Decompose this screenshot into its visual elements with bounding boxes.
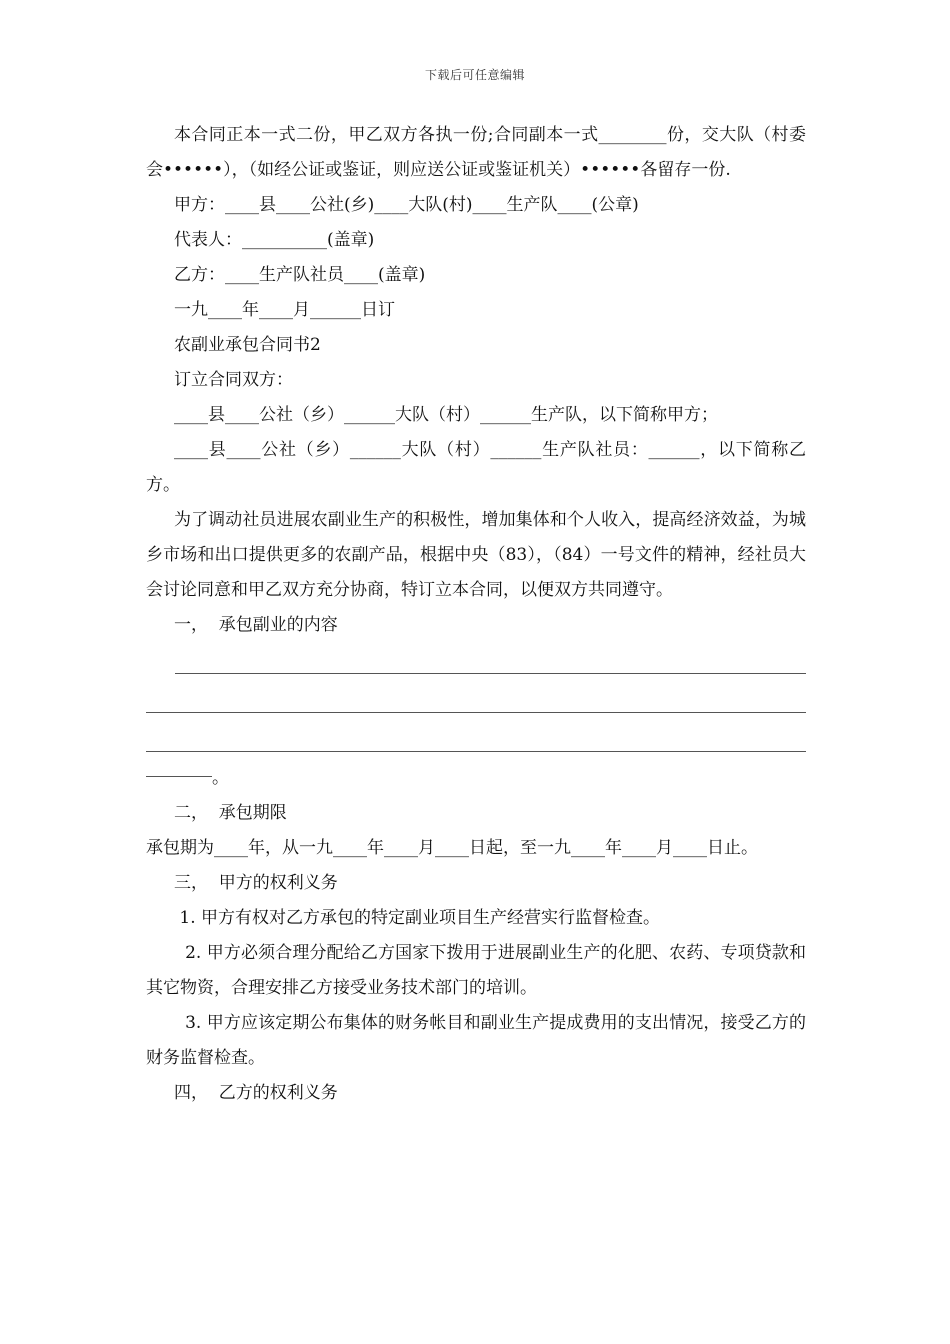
term-paragraph: 承包期为____年，从一九____年____月____日起，至一九____年____月____日止。 <box>146 838 758 858</box>
blank-fill-line-3 <box>146 751 806 752</box>
party-b-definition: ____县____公社（乡）______大队（村）______生产队社员：______，以下简称乙方。 <box>146 440 806 495</box>
contract-title-2: 农副业承包合同书2 <box>174 335 321 355</box>
blank-fill-tail <box>146 776 212 777</box>
blank-fill-line-4 <box>146 761 806 796</box>
party-a-duty-1: 1. 甲方有权对乙方承包的特定副业项目生产经营实行监督检查。 <box>174 908 661 928</box>
date-line: 一九____年____月______日订 <box>174 300 395 320</box>
copies-paragraph: 本合同正本一式二份，甲乙双方各执一份;合同副本一式________份，交大队（村委会••••••），（如经公证或鉴证，则应送公证或鉴证机关）••••••各留存一份. <box>146 125 806 180</box>
blank-fill-line-1 <box>175 673 806 674</box>
blank-fill-period: 。 <box>212 768 229 788</box>
section-1-heading: 一， 承包副业的内容 <box>174 615 338 635</box>
party-a-definition: ____县____公社（乡）______大队（村）______生产队，以下简称甲方； <box>174 405 718 425</box>
party-b-line: 乙方：____生产队社员____(盖章) <box>174 265 426 285</box>
representative-line: 代表人：__________(盖章) <box>174 230 375 250</box>
section-4-heading: 四， 乙方的权利义务 <box>174 1083 338 1103</box>
section-2-heading: 二， 承包期限 <box>174 803 287 823</box>
parties-heading: 订立合同双方： <box>174 370 293 390</box>
party-a-line: 甲方：____县____公社(乡)____大队(村)____生产队____(公章) <box>174 195 639 215</box>
party-a-duty-3: 3. 甲方应该定期公布集体的财务帐目和副业生产提成费用的支出情况，接受乙方的财务监督检查。 <box>146 1013 807 1068</box>
contract-body <box>146 118 806 1111</box>
party-a-duty-2: 2. 甲方必须合理分配给乙方国家下拨用于进展副业生产的化肥、农药、专项贷款和其它物资，合理安排乙方接受业务技术部门的培训。 <box>146 943 807 998</box>
section-3-heading: 三， 甲方的权利义务 <box>174 873 338 893</box>
purpose-paragraph: 为了调动社员进展农副业生产的积极性，增加集体和个人收入，提高经济效益，为城乡市场和出口提供更多的农副产品，根据中央（83），（84）一号文件的精神，经社员大会讨论同意和甲乙双方充分协商，特订立本合同，以便双方共同遵守。 <box>146 510 806 600</box>
page-header-note: 下载后可任意编辑 <box>424 68 525 82</box>
blank-fill-line-2 <box>146 712 806 713</box>
